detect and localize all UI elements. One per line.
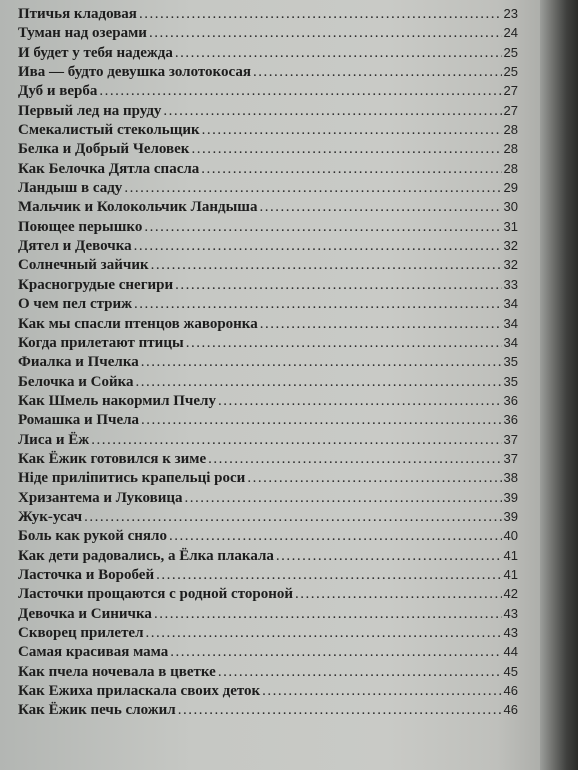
dot-leader (185, 489, 502, 508)
toc-entry (18, 294, 518, 313)
dot-leader (144, 218, 501, 237)
toc-entry (18, 62, 518, 81)
toc-entry (18, 4, 518, 23)
toc-entry (18, 507, 518, 526)
toc-entry-title: Ласточки прощаются с родной стороной (18, 586, 293, 603)
toc-entry-title: Боль как рукой сняло (18, 528, 167, 545)
toc-entry-title: Лиса и Ёж (18, 431, 90, 448)
toc-entry (18, 217, 518, 236)
toc-entry-page-number: 45 (503, 663, 518, 679)
dot-leader (134, 295, 501, 314)
toc-entry-page-number: 23 (503, 6, 518, 21)
toc-entry-title: Ласточка и Воробей (18, 566, 155, 583)
dot-leader (170, 643, 501, 662)
toc-entry (18, 255, 518, 274)
toc-entry-title: Смекалистый стекольщик (18, 122, 200, 139)
dot-leader (163, 102, 501, 121)
toc-entry-title: И будет у тебя надежда (18, 44, 173, 61)
toc-entry-page-number: 41 (503, 566, 518, 582)
toc-entry (18, 526, 518, 545)
toc-entry-title: Ніде прилiпитись крапельцi роси (18, 470, 246, 487)
toc-entry-title: Белочка и Сойка (18, 373, 134, 390)
toc-entry-page-number: 46 (503, 702, 518, 718)
toc-entry-page-number: 24 (503, 25, 518, 41)
toc-entry (18, 159, 518, 178)
toc-entry-page-number: 27 (503, 83, 518, 99)
toc-entry (18, 430, 518, 449)
toc-entry-page-number: 34 (503, 334, 518, 350)
toc-entry-page-number: 31 (503, 218, 518, 234)
dot-leader (175, 276, 501, 295)
toc-entry-page-number: 35 (503, 373, 518, 389)
toc-entry (18, 681, 518, 700)
toc-entry-page-number: 28 (503, 141, 518, 157)
toc-entry-page-number: 39 (503, 508, 518, 524)
toc-entry-page-number: 46 (503, 683, 518, 699)
toc-entry-page-number: 39 (503, 489, 518, 505)
toc-entry-title: Птичья кладовая (18, 6, 137, 22)
toc-entry-title: Самая красивая мама (18, 644, 169, 661)
toc-entry-title: Дятел и Девочка (18, 238, 132, 255)
toc-entry-page-number: 43 (503, 625, 518, 640)
dot-leader (146, 624, 502, 643)
dot-leader (295, 585, 502, 604)
toc-entry-title: Туман над озерами (18, 25, 147, 42)
toc-entry-title: Как Ёжик готовился к зиме (18, 450, 207, 467)
dot-leader (139, 5, 502, 24)
dot-leader (84, 508, 501, 527)
toc-entry (18, 43, 518, 62)
toc-entry (18, 623, 518, 642)
dot-leader (218, 663, 502, 682)
toc-entry (18, 662, 518, 681)
dot-leader (91, 431, 501, 450)
toc-entry-page-number: 41 (503, 547, 518, 563)
toc-entry-page-number: 35 (503, 354, 518, 370)
toc-entry-title: Первый лед на пруду (18, 102, 162, 119)
toc-entry-page-number: 33 (503, 276, 518, 292)
toc-entry-title: Белка и Добрый Человек (18, 141, 190, 158)
toc-entry-page-number: 30 (503, 199, 518, 215)
toc-entry (18, 139, 518, 158)
toc-entry (18, 642, 518, 661)
toc-entry-page-number: 25 (503, 64, 518, 80)
dot-leader (260, 315, 502, 334)
toc-entry-title: Красногрудые снегири (18, 276, 174, 293)
dot-leader (141, 353, 502, 372)
toc-entry (18, 236, 518, 255)
dot-leader (134, 237, 502, 256)
dot-leader (175, 44, 502, 63)
toc-entry-page-number: 44 (503, 644, 518, 660)
toc-entry-title: О чем пел стриж (18, 296, 133, 313)
toc-entry-page-number: 36 (503, 412, 518, 428)
dot-leader (262, 682, 501, 701)
toc-entry (18, 372, 518, 391)
toc-entry-page-number: 28 (503, 122, 518, 138)
toc-entry-title: Солнечный зайчик (18, 257, 149, 274)
dot-leader (136, 373, 502, 392)
toc-entry-page-number: 37 (503, 450, 518, 466)
toc-entry-page-number: 38 (503, 470, 518, 486)
toc-entry-title: Ландыш в саду (18, 180, 123, 197)
dot-leader (178, 701, 502, 720)
dot-leader (141, 411, 501, 430)
toc-entry-page-number: 40 (503, 528, 518, 544)
toc-entry (18, 197, 518, 216)
toc-entry (18, 275, 518, 294)
table-of-contents (18, 4, 518, 720)
toc-entry-title: Девочка и Синичка (18, 605, 152, 622)
toc-entry-page-number: 27 (503, 102, 518, 118)
toc-entry-title: Ромашка и Пчела (18, 412, 140, 429)
toc-entry (18, 81, 518, 100)
toc-entry (18, 584, 518, 603)
toc-entry-page-number: 36 (503, 392, 518, 408)
toc-entry (18, 604, 518, 623)
toc-entry-title: Дуб и верба (18, 83, 98, 100)
toc-entry-title: Хризантема и Луковица (18, 489, 183, 506)
toc-entry (18, 101, 518, 120)
toc-entry-title: Скворец прилетел (18, 625, 144, 641)
toc-entry (18, 488, 518, 507)
toc-entry-page-number: 28 (503, 160, 518, 176)
toc-entry-title: Ива — будто девушка золотокосая (18, 64, 251, 81)
dot-leader (149, 24, 502, 43)
toc-entry-page-number: 42 (503, 586, 518, 602)
toc-entry (18, 565, 518, 584)
toc-entry (18, 449, 518, 468)
dot-leader (154, 605, 502, 624)
dot-leader (169, 527, 502, 546)
dot-leader (247, 469, 501, 488)
toc-entry-title: Когда прилетают птицы (18, 334, 184, 351)
dot-leader (201, 160, 501, 179)
toc-entry-page-number: 37 (503, 431, 518, 447)
toc-entry (18, 23, 518, 42)
toc-entry-page-number: 29 (503, 180, 518, 196)
toc-entry (18, 546, 518, 565)
toc-entry-page-number: 32 (503, 238, 518, 254)
toc-entry-page-number: 43 (503, 605, 518, 621)
toc-entry-title: Как Белочка Дятла спасла (18, 160, 200, 177)
book-spine-shadow (540, 0, 578, 770)
dot-leader (191, 140, 501, 159)
toc-entry (18, 700, 518, 719)
toc-entry-page-number: 34 (503, 296, 518, 312)
toc-entry-page-number: 34 (503, 315, 518, 331)
toc-entry-title: Поющее перышко (18, 218, 143, 235)
toc-entry (18, 333, 518, 352)
dot-leader (253, 63, 502, 82)
dot-leader (218, 392, 502, 411)
toc-entry (18, 314, 518, 333)
dot-leader (259, 198, 501, 217)
toc-entry (18, 468, 518, 487)
toc-entry-title: Как пчела ночевала в цветке (18, 663, 216, 680)
toc-entry-title: Мальчик и Колокольчик Ландыша (18, 199, 258, 216)
toc-entry-page-number: 25 (503, 44, 518, 60)
toc-entry (18, 391, 518, 410)
dot-leader (124, 179, 501, 198)
dot-leader (186, 334, 502, 353)
toc-entry (18, 120, 518, 139)
dot-leader (156, 566, 501, 585)
toc-entry-title: Как дети радовались, а Ёлка плакала (18, 547, 274, 564)
toc-entry-title: Как Шмель накормил Пчелу (18, 392, 216, 409)
toc-entry-title: Фиалка и Пчелка (18, 354, 139, 371)
toc-entry (18, 178, 518, 197)
toc-entry-title: Как Ёжик печь сложил (18, 702, 176, 719)
toc-entry-title: Как Ежиха приласкала своих деток (18, 683, 261, 700)
dot-leader (99, 82, 501, 101)
dot-leader (202, 121, 502, 140)
dot-leader (208, 450, 501, 469)
toc-entry-title: Как мы спасли птенцов жаворонка (18, 315, 258, 332)
dot-leader (276, 547, 502, 566)
toc-entry (18, 352, 518, 371)
toc-entry-title: Жук-усач (18, 508, 83, 525)
dot-leader (151, 256, 502, 275)
toc-entry-page-number: 32 (503, 257, 518, 273)
toc-entry (18, 410, 518, 429)
